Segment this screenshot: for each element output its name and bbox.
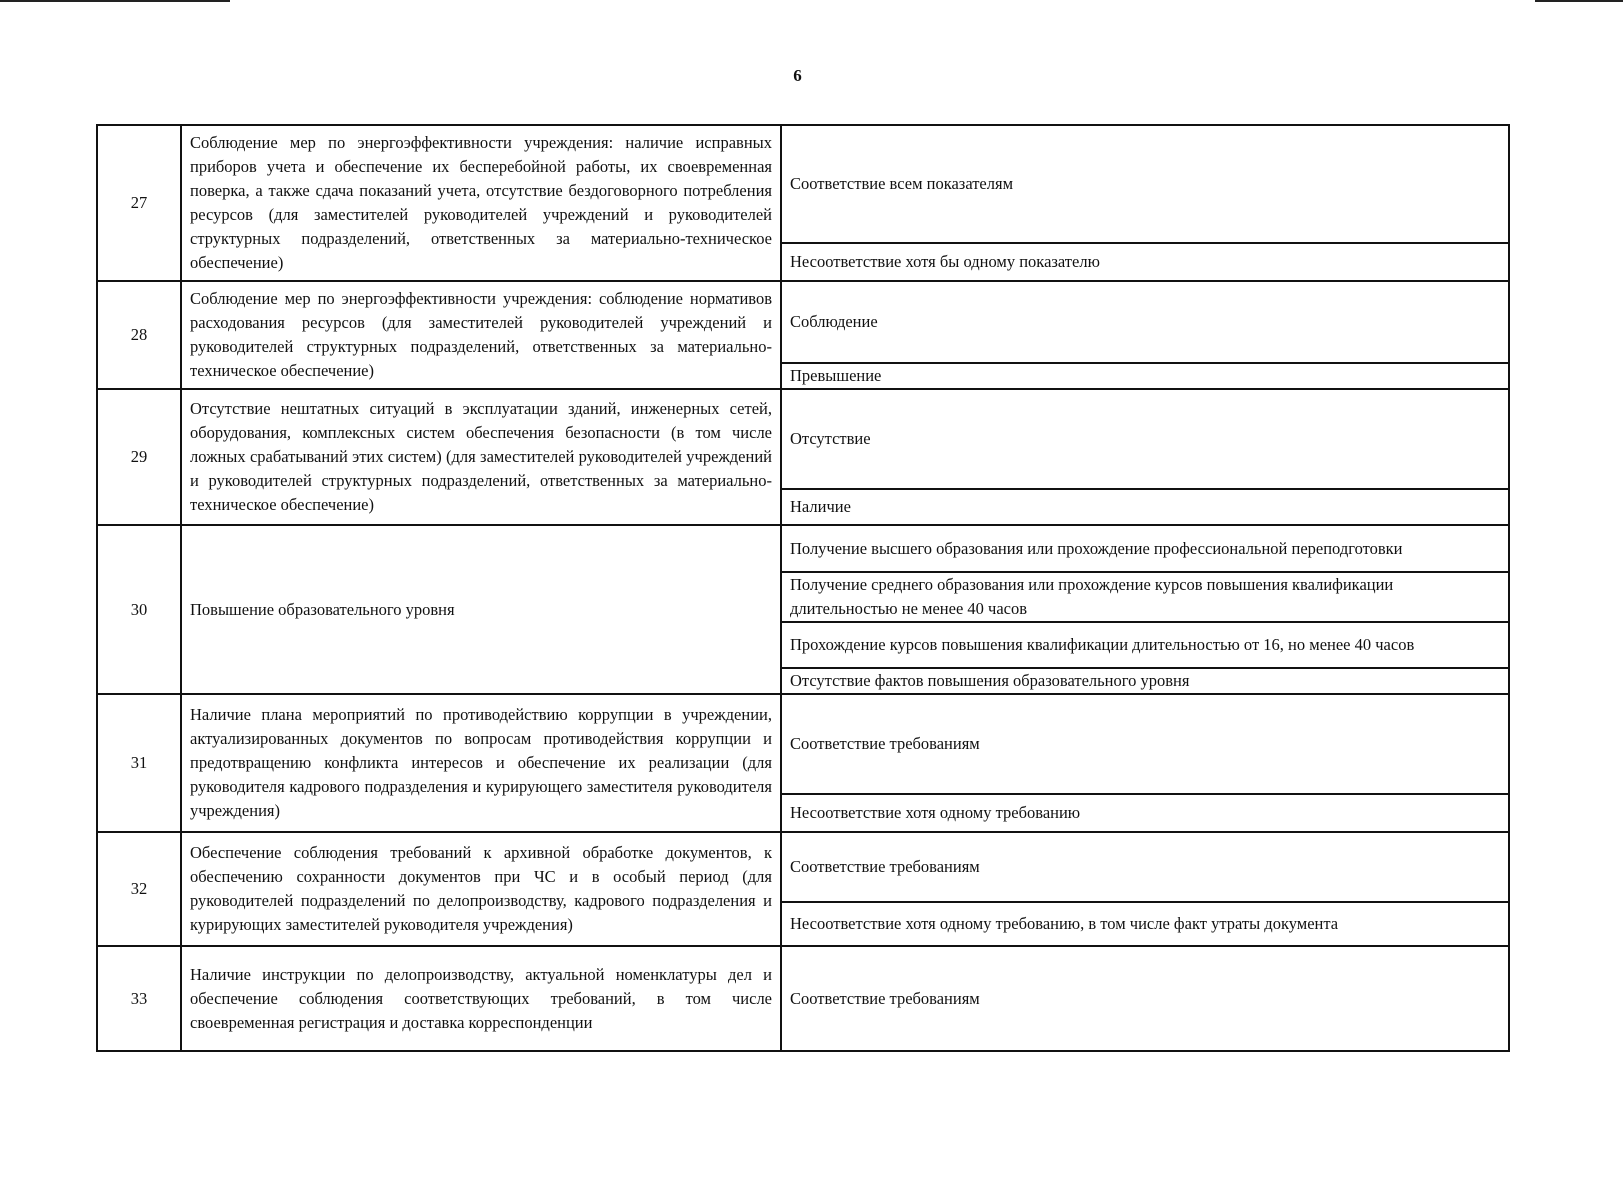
option-text: Отсутствие	[781, 389, 1509, 489]
option-text: Получение среднего образования или прохождение курсов повышения квалификации длительностью не менее 40 часов	[781, 572, 1509, 622]
option-text: Соответствие требованиям	[781, 946, 1509, 1051]
option-text: Несоответствие хотя одному требованию, в том числе факт утраты документа	[781, 902, 1509, 946]
option-text: Соответствие требованиям	[781, 694, 1509, 794]
table-row-32	[97, 832, 1509, 902]
row-number: 28	[97, 281, 181, 389]
option-text: Прохождение курсов повышения квалификации длительностью от 16, но менее 40 часов	[781, 622, 1509, 668]
criterion-text: Соблюдение мер по энергоэффективности учреждения: соблюдение нормативов расходования ресурсов (для заместителей руководителей учреждений и руководителей структурных подразделений, ответственных за материально-техническое обеспечение)	[181, 281, 781, 389]
option-text: Наличие	[781, 489, 1509, 525]
criterion-text: Наличие плана мероприятий по противодействию коррупции в учреждении, актуализированных документов по вопросам противодействия коррупции и предотвращению конфликта интересов и обеспечение их реализации (для руководителя кадрового подразделения и курирующего заместителя руководителя учреждения)	[181, 694, 781, 832]
page-number: 6	[793, 66, 802, 85]
table-row-27	[97, 125, 1509, 243]
option-text: Соответствие всем показателям	[781, 125, 1509, 243]
option-text: Несоответствие хотя бы одному показателю	[781, 243, 1509, 281]
top-edge-line-left	[0, 0, 230, 2]
row-number: 33	[97, 946, 181, 1051]
row-number: 31	[97, 694, 181, 832]
row-number: 29	[97, 389, 181, 525]
criterion-text: Обеспечение соблюдения требований к архивной обработке документов, к обеспечению сохранности документов при ЧС и в особый период (для руководителей подразделений по делопроизводству, кадрового подразделения и курирующих заместителей руководителя учреждения)	[181, 832, 781, 946]
row-number: 27	[97, 125, 181, 281]
table-row-28	[97, 281, 1509, 363]
table-row-31	[97, 694, 1509, 794]
option-text: Несоответствие хотя одному требованию	[781, 794, 1509, 832]
criterion-text: Отсутствие нештатных ситуаций в эксплуатации зданий, инженерных сетей, оборудования, комплексных систем обеспечения безопасности (в том числе ложных срабатываний этих систем) (для заместителей руководителей учреждений и руководителей структурных подразделений, ответственных за материально-техническое обеспечение)	[181, 389, 781, 525]
option-text: Превышение	[781, 363, 1509, 389]
criteria-table	[96, 124, 1510, 1052]
table-row-29	[97, 389, 1509, 489]
criterion-text: Повышение образовательного уровня	[181, 525, 781, 694]
table-row-30	[97, 525, 1509, 572]
top-edge-line-right	[1535, 0, 1623, 2]
option-text: Соответствие требованиям	[781, 832, 1509, 902]
criterion-text: Соблюдение мер по энергоэффективности учреждения: наличие исправных приборов учета и обеспечение их бесперебойной работы, их своевременная поверка, а также сдача показаний учета, отсутствие бездоговорного потребления ресурсов (для заместителей руководителей учреждений и руководителей структурных подразделений, ответственных за материально-техническое обеспечение)	[181, 125, 781, 281]
table-row-33	[97, 946, 1509, 1051]
row-number: 32	[97, 832, 181, 946]
option-text: Отсутствие фактов повышения образовательного уровня	[781, 668, 1509, 694]
criterion-text: Наличие инструкции по делопроизводству, актуальной номенклатуры дел и обеспечение соблюдения соответствующих требований, в том числе своевременная регистрация и доставка корреспонденции	[181, 946, 781, 1051]
row-number: 30	[97, 525, 181, 694]
option-text: Соблюдение	[781, 281, 1509, 363]
option-text: Получение высшего образования или прохождение профессиональной переподготовки	[781, 525, 1509, 572]
